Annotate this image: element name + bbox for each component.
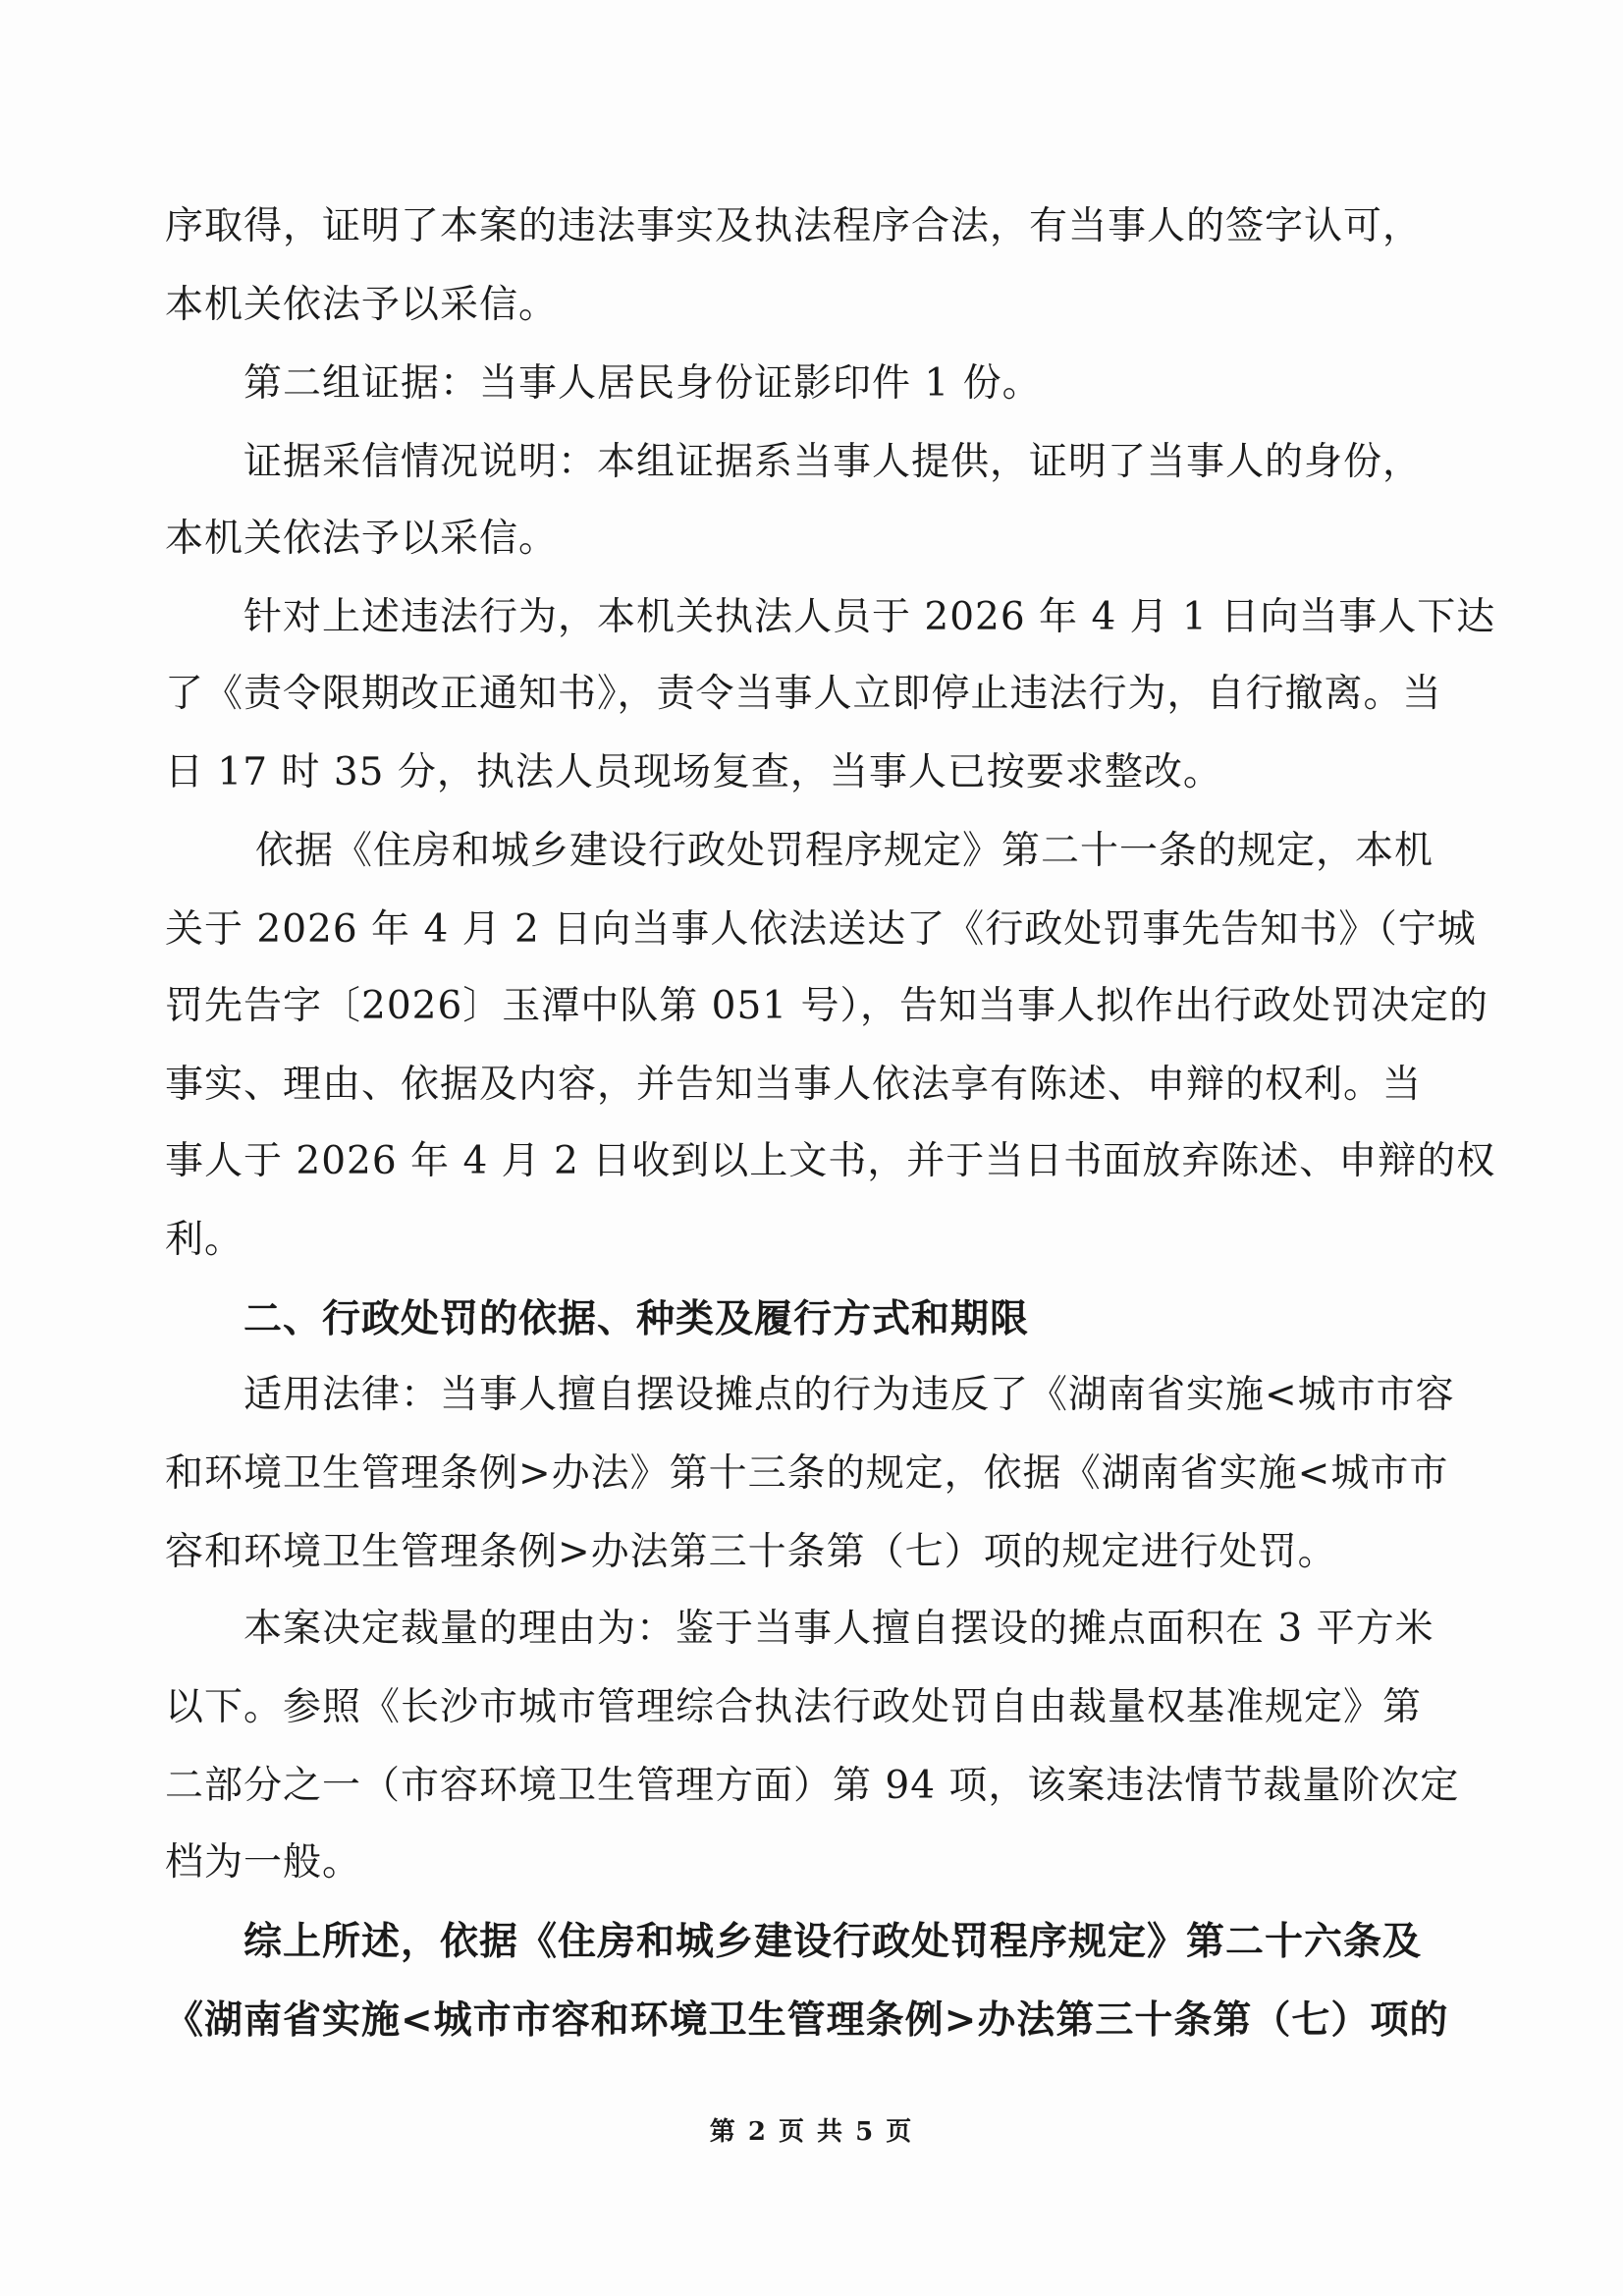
body-line: 第二组证据：当事人居民身份证影印件 1 份。 (243, 361, 1042, 406)
page-number: 第 2 页 共 5 页 (709, 2117, 914, 2147)
body-line: 关于 2026 年 4 月 2 日向当事人依法送达了《行政处罚事先告知书》（宁城 (165, 907, 1477, 952)
body-line: 利。 (165, 1218, 244, 1262)
body-line: 针对上述违法行为，本机关执法人员于 2026 年 4 月 1 日向当事人下达 (243, 595, 1496, 639)
body-line: 事人于 2026 年 4 月 2 日收到以上文书，并于当日书面放弃陈述、申辩的权 (165, 1139, 1496, 1183)
body-line: 和环境卫生管理条例>办法》第十三条的规定，依据《湖南省实施<城市市 (165, 1451, 1449, 1496)
body-line: 二部分之一（市容环境卫生管理方面）第 94 项，该案违法情节裁量阶次定 (165, 1764, 1460, 1808)
body-line: 日 17 时 35 分，执法人员现场复查，当事人已按要求整改。 (165, 750, 1222, 794)
body-line: 本机关依法予以采信。 (165, 517, 559, 561)
body-line: 罚先告字〔2026〕玉潭中队第 051 号），告知当事人拟作出行政处罚决定的 (165, 984, 1488, 1028)
body-line: 依据《住房和城乡建设行政处罚程序规定》第二十一条的规定，本机 (255, 829, 1434, 873)
body-line: 了《责令限期改正通知书》，责令当事人立即停止违法行为，自行撤离。当 (165, 672, 1442, 716)
body-line: 档为一般。 (165, 1840, 362, 1885)
body-line: 本机关依法予以采信。 (165, 283, 559, 327)
body-line: 事实、理由、依据及内容，并告知当事人依法享有陈述、申辩的权利。当 (165, 1063, 1423, 1107)
body-line: 容和环境卫生管理条例>办法第三十条第（七）项的规定进行处罚。 (165, 1530, 1337, 1574)
body-line: 证据采信情况说明：本组证据系当事人提供，证明了当事人的身份， (243, 440, 1423, 484)
body-line: 序取得，证明了本案的违法事实及执法程序合法，有当事人的签字认可， (165, 204, 1423, 248)
conclusion-line: 《湖南省实施<城市市容和环境卫生管理条例>办法第三十条第（七）项的 (165, 1997, 1449, 2043)
body-line: 适用法律：当事人擅自摆设摊点的行为违反了《湖南省实施<城市市容 (243, 1373, 1455, 1417)
section-heading: 二、行政处罚的依据、种类及履行方式和期限 (243, 1296, 1030, 1341)
body-line: 以下。参照《长沙市城市管理综合执法行政处罚自由裁量权基准规定》第 (165, 1685, 1423, 1729)
conclusion-line: 综上所述，依据《住房和城乡建设行政处罚程序规定》第二十六条及 (243, 1919, 1423, 1964)
body-line: 本案决定裁量的理由为：鉴于当事人擅自摆设的摊点面积在 3 平方米 (243, 1607, 1434, 1651)
